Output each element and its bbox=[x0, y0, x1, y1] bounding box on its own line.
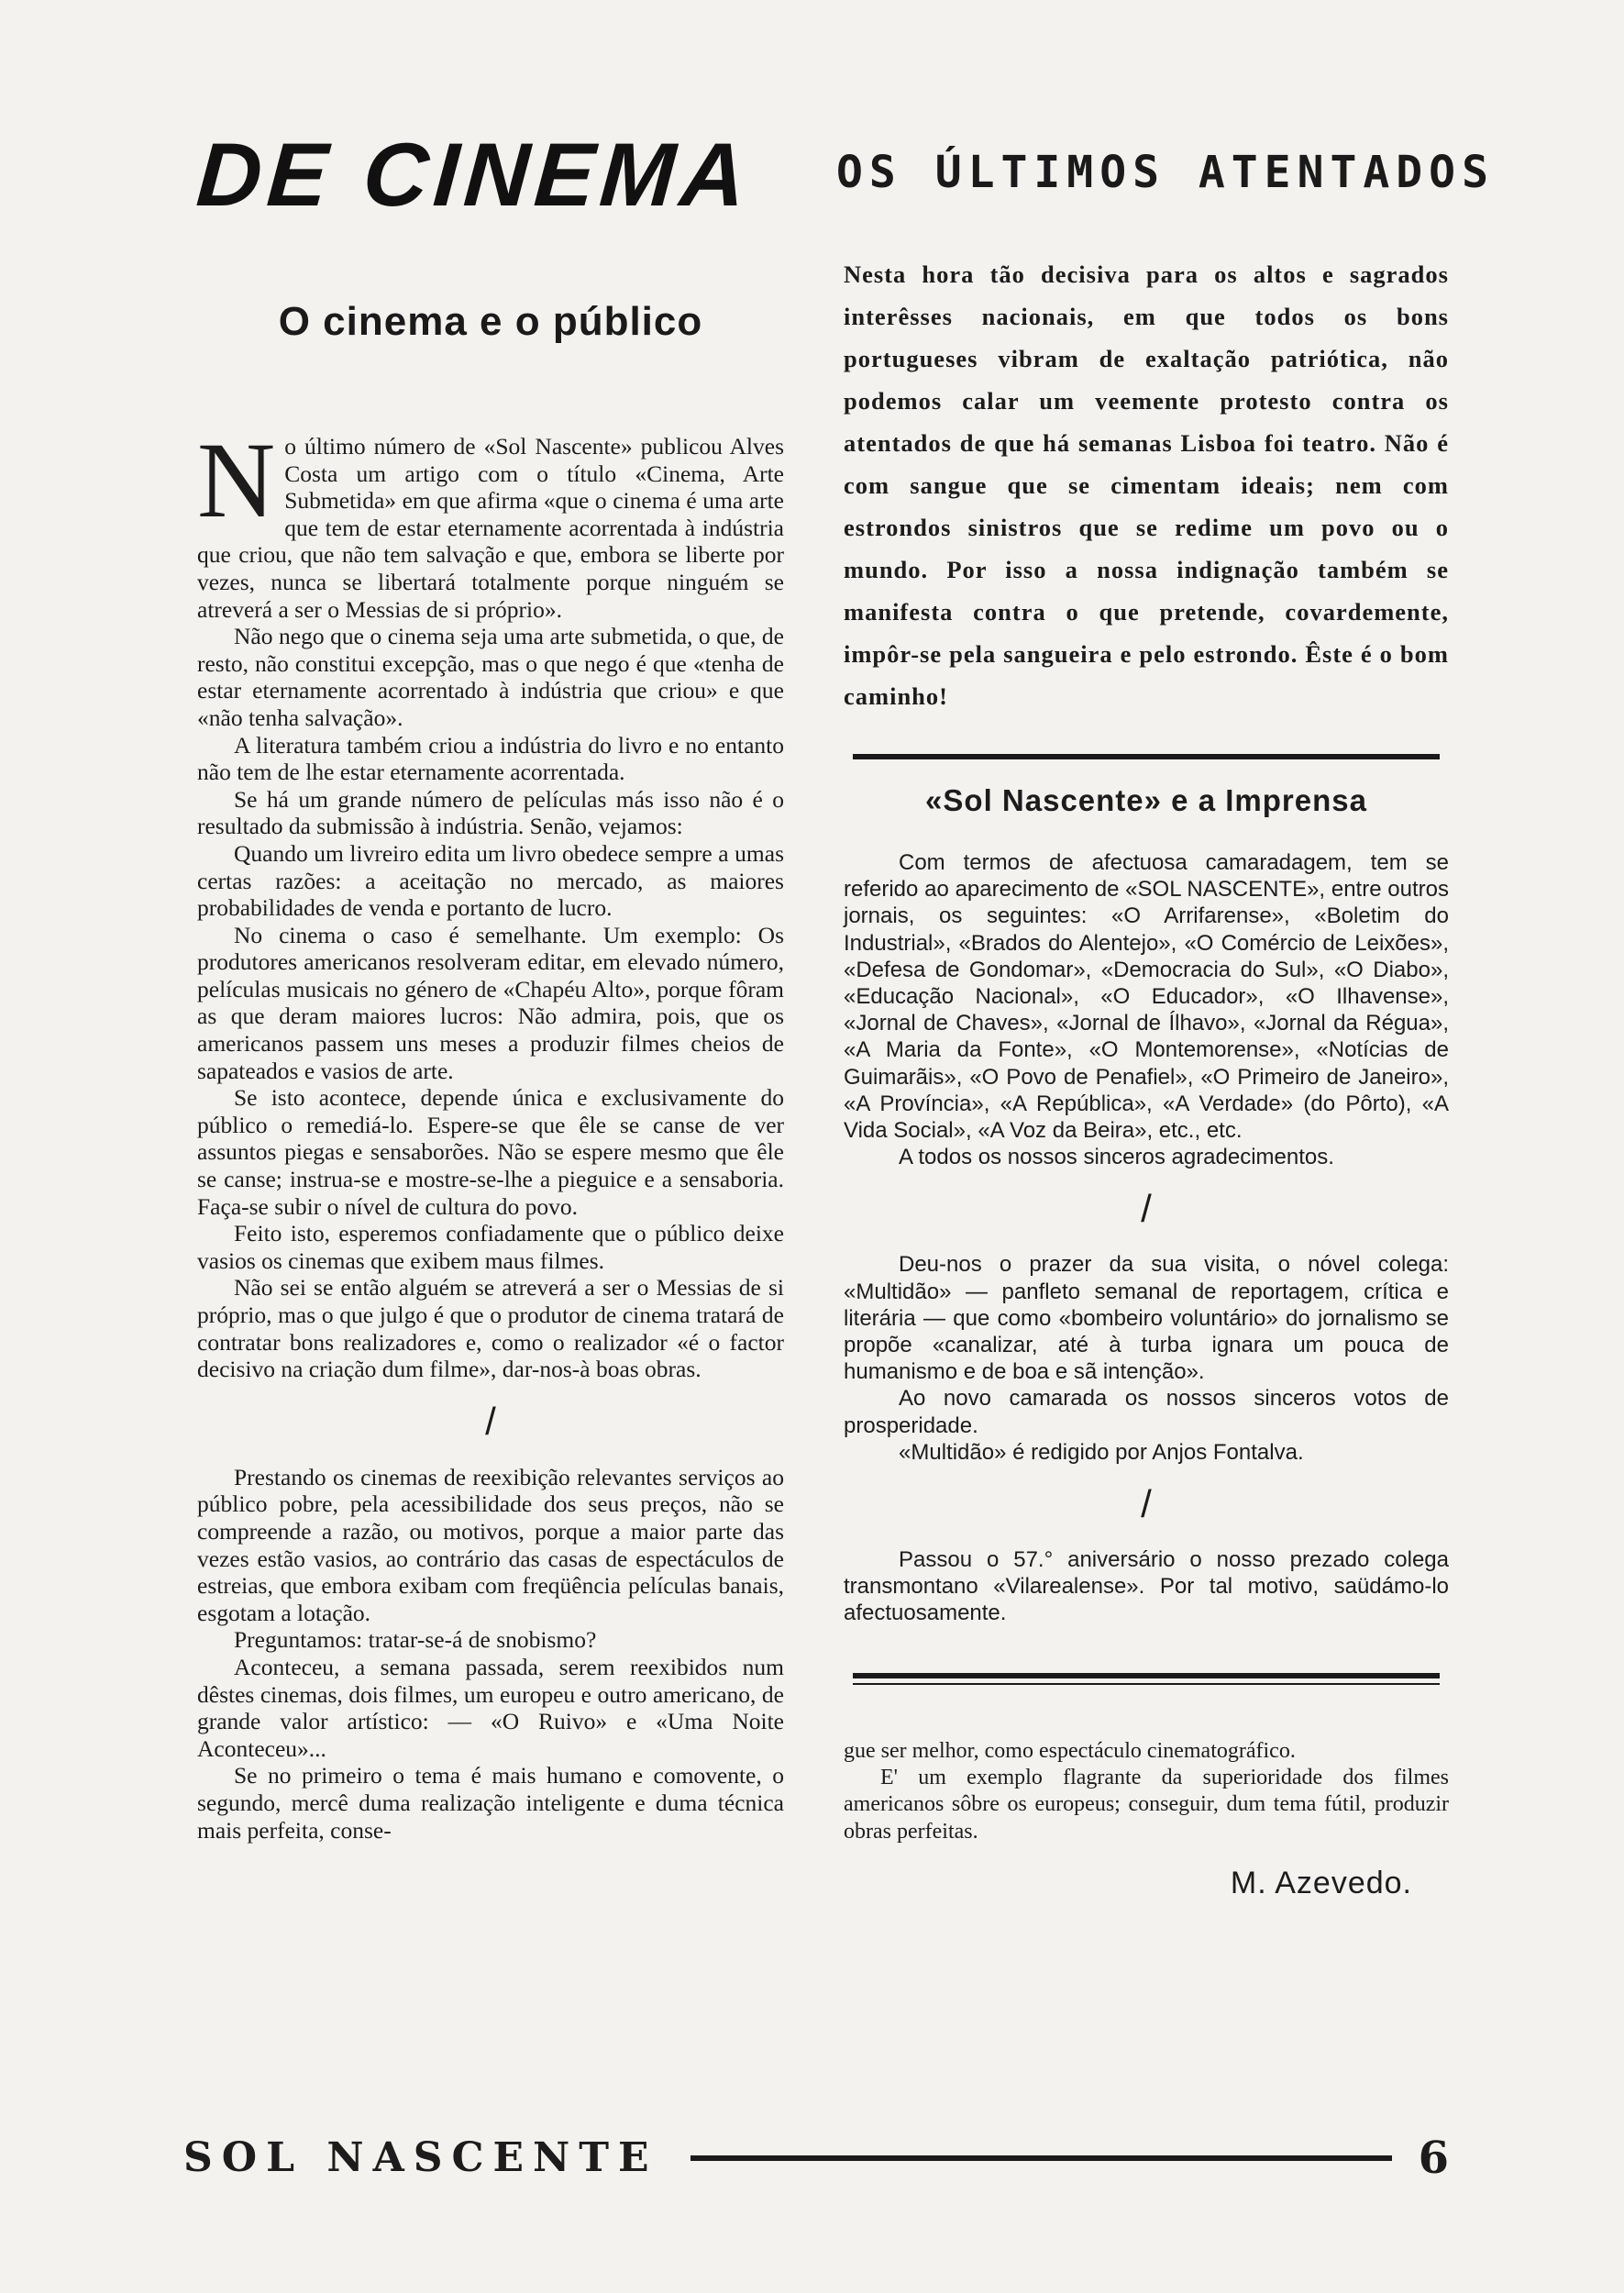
article-paragraph: Se há um grande número de películas más isso não é o resultado da submissão à indústria. Senão, vejamos: bbox=[197, 785, 784, 840]
article-paragraph: A literatura também criou a indústria do livro e no entanto não tem de lhe estar eternamente acorrentada. bbox=[197, 731, 784, 786]
article-paragraph: Prestando os cinemas de reexibição relevantes serviços ao público pobre, pela acessibilidade dos seus preços, não se compreende a razão, ou motivos, porque a maior parte das vezes estão vasios, ao contrário das casas de espectáculos de estreias, que embora exibam com freqüência películas banais, esgotam a lotação. bbox=[197, 1463, 784, 1626]
continuation-paragraph: gue ser melhor, como espectáculo cinematográfico. bbox=[844, 1738, 1296, 1763]
multidao-body bbox=[844, 1251, 1449, 1466]
author-signature: M. Azevedo. bbox=[1230, 1866, 1412, 1901]
vilarealense-body bbox=[844, 1546, 1449, 1627]
imprensa-paragraph: A todos os nossos sinceros agradecimentos. bbox=[899, 1145, 1334, 1170]
second-article-body bbox=[197, 1464, 784, 1844]
publication-name: SOL NASCENTE bbox=[183, 2134, 658, 2181]
article-paragraph: Preguntamos: tratar-se-á de snobismo? bbox=[234, 1626, 597, 1654]
section-separator: / bbox=[1141, 1187, 1152, 1231]
atentados-paragraph: Nesta hora tão decisiva para os altos e sagrados interêsses nacionais, em que todos os bons portugueses vibram de exaltação patriótica, não podemos calar um veemente protesto contra os atentados de que há semanas Lisboa foi teatro. Não é com sangue que se cimentam ideais; nem com estrondos sinistros que se redime um povo ou o mundo. Por isso a nossa indignação também se manifesta contra o que pretende, covardemente, impôr-se pela sangueira e pelo estrondo. Êste é o bom caminho! bbox=[844, 260, 1449, 710]
section-title-ultimos-atentados: OS ÚLTIMOS ATENTADOS bbox=[836, 147, 1495, 198]
page-footer bbox=[183, 2128, 1449, 2192]
vilarealense-paragraph: Passou o 57.° aniversário o nosso prezado colega transmontano «Vilarealense». Por tal motivo, saüdámo-lo afectuosamente. bbox=[844, 1547, 1449, 1626]
divider-rule-thin bbox=[853, 1683, 1440, 1685]
multidao-paragraph: «Multidão» é redigido por Anjos Fontalva. bbox=[899, 1439, 1304, 1465]
right-column bbox=[836, 128, 1495, 1901]
multidao-paragraph: Ao novo camarada os nossos sinceros votos de prosperidade. bbox=[844, 1386, 1449, 1438]
article-paragraph: N o último número de «Sol Nascente» publicou Alves Costa um artigo com o título «Cinema, Arte Submetida» em que afirma «que o cinema é uma arte que tem de estar eternamente acorrentada à indústria que criou, que não tem salvação e que, embora se liberte por vezes, nunca se libertará totalmente porque ninguém se atreverá a ser o Messias de si próprio». bbox=[197, 420, 784, 623]
page-number: 6 bbox=[1418, 2132, 1449, 2184]
footer-rule bbox=[690, 2155, 1392, 2161]
article-paragraph: No cinema o caso é semelhante. Um exemplo: Os produtores americanos resolveram editar, em elevado número, películas musicais no género de «Chapéu Alto», porque fôram as que deram maiores lucros: Não admira, pois, que os americanos passem uns meses a produzir filmes cheios de sapateados e vasios de arte. bbox=[197, 921, 784, 1084]
article-paragraph: Se no primeiro o tema é mais humano e comovente, o segundo, mercê duma realização inteligente e duma técnica mais perfeita, conse- bbox=[197, 1762, 784, 1844]
continuation-paragraph: E' um exemplo flagrante da superioridade dos filmes americanos sôbre os europeus; conseguir, dum tema fútil, produzir obras perfeitas. bbox=[844, 1766, 1449, 1844]
section-separator: / bbox=[485, 1399, 496, 1443]
imprensa-title: «Sol Nascente» e a Imprensa bbox=[925, 783, 1367, 817]
imprensa-paragraph: Com termos de afectuosa camaradagem, tem se referido ao aparecimento de «SOL NASCENTE», entre outros jornais, os seguintes: «O Arrifarense», «Boletim do Industrial», «Brados do Alentejo», «O Comércio de Leixões», «Defesa de Gondomar», «Democracia do Sul», «O Diabo», «Educação Nacional», «O Educador», «O Ilhavense», «Jornal de Chaves», «Jornal de Ílhavo», «Jornal da Régua», «A Maria da Fonte», «O Montemorense», «Notícias de Guimarãis», «O Povo de Penafiel», «O Primeiro de Janeiro», «A Província», «A República», «A Verdade» (do Pôrto), «A Vida Social», «A Voz da Beira», etc., etc. bbox=[844, 850, 1449, 1144]
article-title: O cinema e o público bbox=[278, 299, 703, 344]
article-paragraph: Se isto acontece, depende única e exclusivamente do público o remediá-lo. Espere-se que êle se canse de ver assuntos piegas e sensaborões. Não se espere mesmo que êle se canse; instrua-se e mostre-se-lhe a pieguice e a sensaboria. Faça-se subir o nível de cultura do povo. bbox=[197, 1084, 784, 1220]
section-separator: / bbox=[1141, 1482, 1152, 1526]
drop-cap: N bbox=[197, 420, 276, 540]
left-column bbox=[193, 124, 784, 1844]
divider-rule bbox=[853, 754, 1440, 759]
multidao-paragraph: Deu-nos o prazer da sua visita, o nóvel colega: «Multidão» — panfleto semanal de reportagem, crítica e literária — que como «bombeiro voluntário» do jornalismo se propõe «canalizar, até à turba ignara um pouca de humanismo e de boa e sã intenção». bbox=[844, 1252, 1449, 1385]
imprensa-body bbox=[844, 849, 1449, 1170]
article-body bbox=[197, 420, 784, 1383]
continuation-body bbox=[844, 1738, 1449, 1846]
article-paragraph: Feito isto, esperemos confiadamente que o público deixe vasios os cinemas que exibem maus filmes. bbox=[197, 1220, 784, 1274]
section-title-de-cinema: DE CINEMA bbox=[193, 124, 755, 225]
article-paragraph: Não nego que o cinema seja uma arte submetida, o que, de resto, não constitui excepção, mas o que nego é que «tenha de estar eternamente acorrentado à indústria que criou» e que «não tenha salvação». bbox=[197, 623, 784, 731]
article-paragraph: Não sei se então alguém se atreverá a ser o Messias de si próprio, mas o que julgo é que o produtor de cinema tratará de contratar bons realizadores e, como o realizador «é o factor decisivo na criação dum filme», dar-nos-à boas obras. bbox=[197, 1274, 784, 1383]
divider-rule bbox=[853, 1673, 1440, 1678]
article-paragraph: Quando um livreiro edita um livro obedece sempre a umas certas razões: a aceitação no mercado, as maiores probabilidades de venda e portanto de lucro. bbox=[197, 839, 784, 922]
article-paragraph: Aconteceu, a semana passada, serem reexibidos num dêstes cinemas, dois filmes, um europeu e outro americano, de grande valor artístico: — «O Ruivo» e «Uma Noite Aconteceu»... bbox=[197, 1653, 784, 1762]
